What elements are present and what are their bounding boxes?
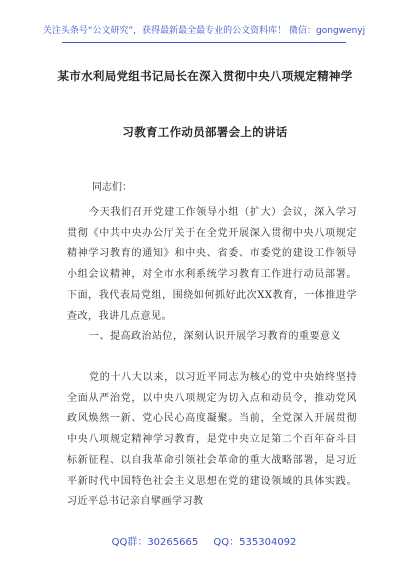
section-heading-1: 一、提高政治站位，深刻认识开展学习教育的重要意义 bbox=[89, 331, 341, 342]
header-divider bbox=[62, 42, 346, 43]
paragraph-section-1: 党的十八大以来，以习近平同志为核心的党中央始终坚持全面从严治党，以中央八项规定为切入点和动员令，推动党风政风焕然一新、党心民心高度凝聚。当前，全党深入开展贯彻中央八项规定精神学习教育，是党中央立足第二个百年奋斗目标新征程、以自我革命引领社会革命的重大战略部署，是习近平新时代中国特色社会主义思想在党的建设领域的具体实践。习近平总书记亲自擘画学习教 bbox=[67, 372, 357, 508]
header-banner: 关注头条号“公文研究”，获得最新最全最专业的公文资料库！ 微信：gongwenyj bbox=[42, 26, 366, 36]
footer-contact bbox=[0, 533, 408, 548]
footer-qq-group: QQ群：30265665 bbox=[111, 537, 199, 548]
salutation: 同志们： bbox=[92, 182, 132, 193]
document-title-line-1: 某市水利局党组书记局长在深入贯彻中央八项规定精神学 bbox=[57, 69, 353, 83]
document-title-line-2: 习教育工作动员部署会上的讲话 bbox=[122, 125, 288, 139]
footer-qq: QQ：535304092 bbox=[213, 537, 297, 548]
paragraph-opening: 今天我们召开党建工作领导小组（扩大）会议，深入学习贯彻《中共中央办公厅关于在全党开展深入贯彻中央八项规定精神学习教育的通知》和中央、省委、市委党的建设工作领导小组会议精神，对全市水利系统学习教育工作进行动员部署。下面，我代表局党组，围绕如何抓好此次XX教育，一体推进学查改，我讲几点意见。 bbox=[67, 207, 357, 322]
